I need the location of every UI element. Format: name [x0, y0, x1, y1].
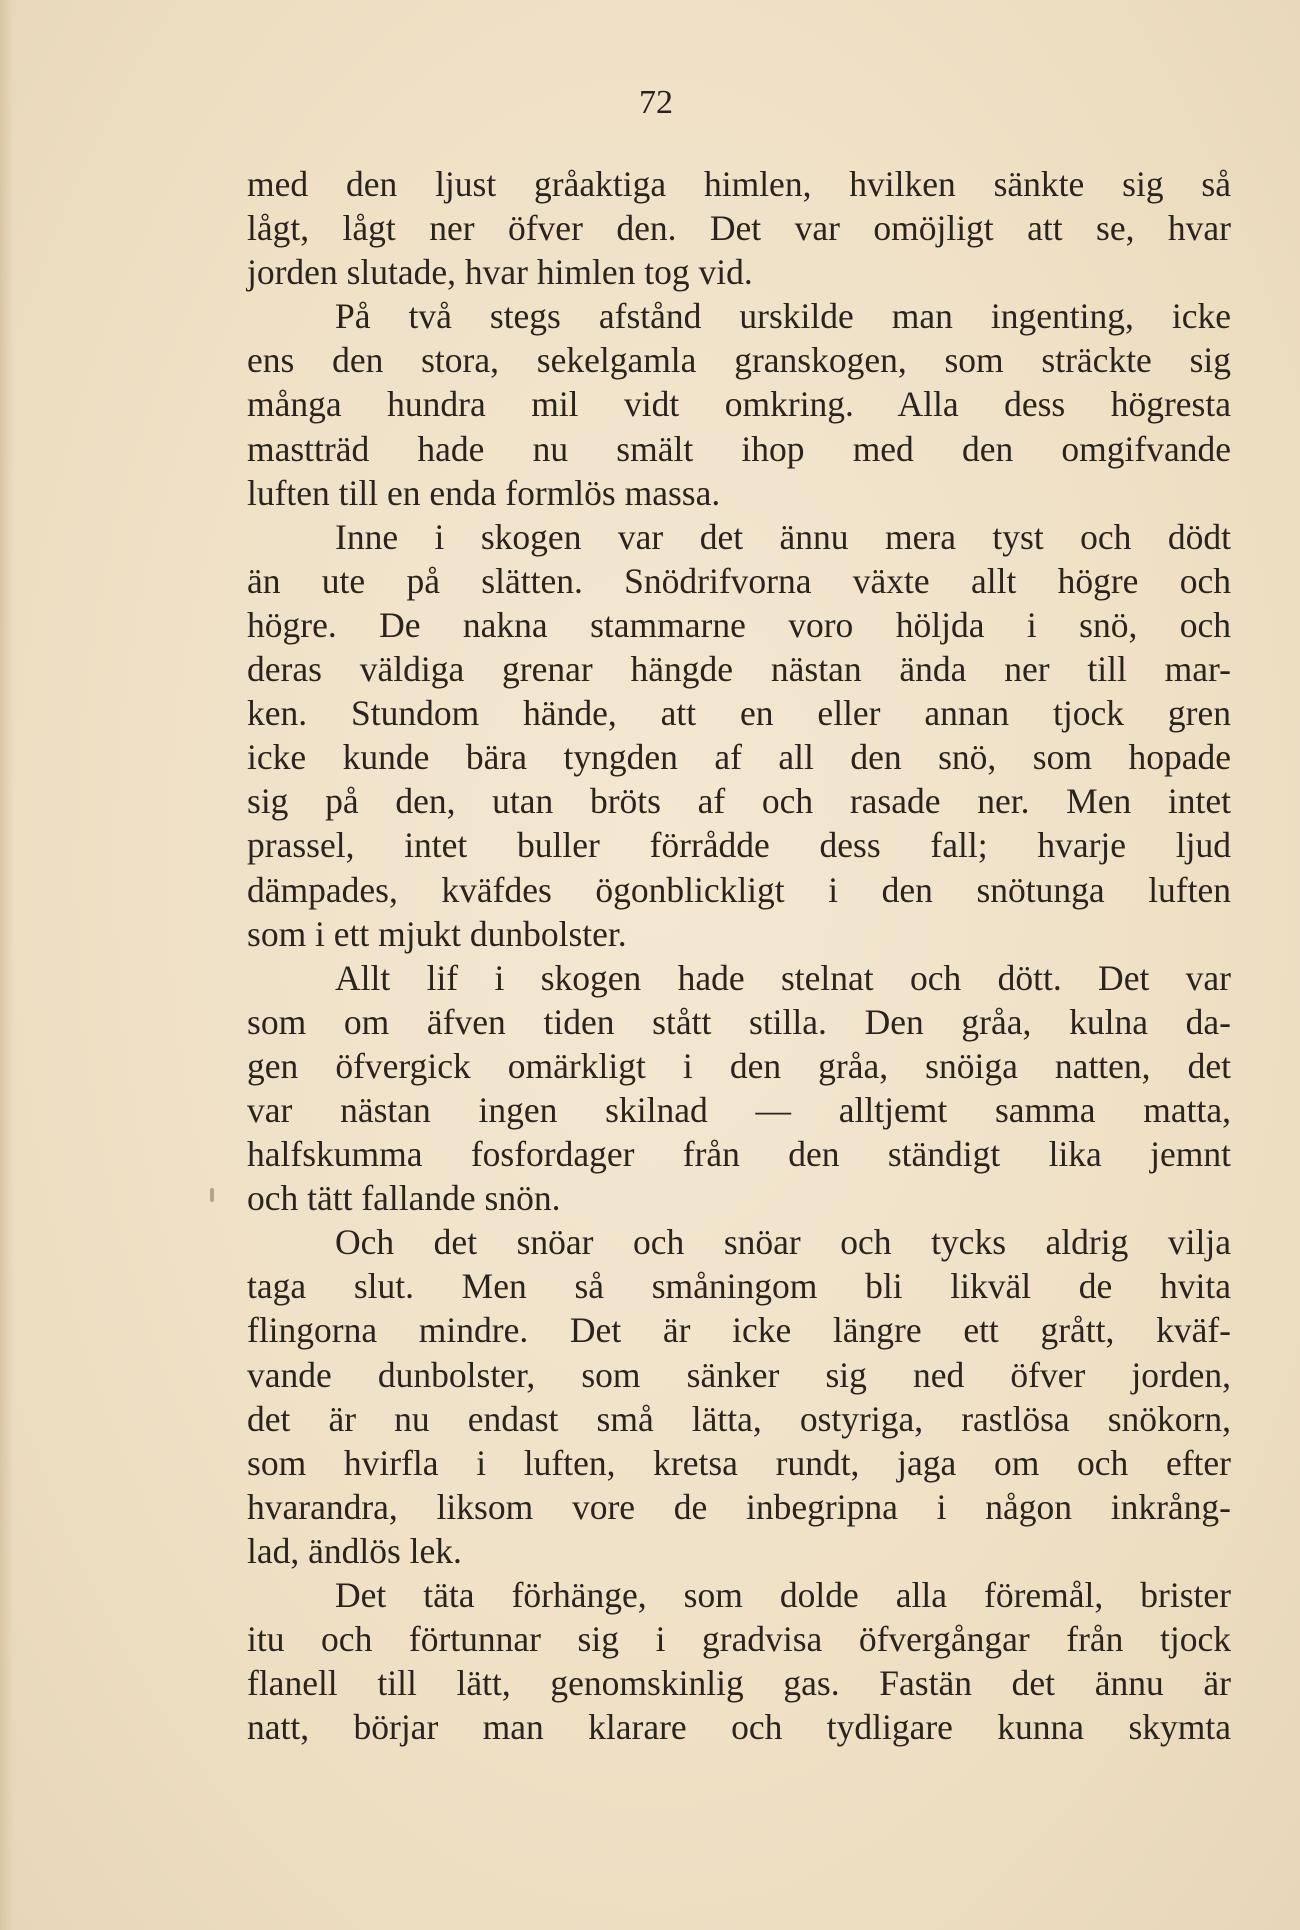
text-line: deras väldiga grenar hängde nästan ända ner till mar- [247, 649, 1231, 690]
text-line: med den ljust gråaktiga himlen, hvilken sänkte sig så [247, 164, 1231, 204]
text-line: lad, ändlös lek. [247, 1530, 462, 1571]
text-line: högre. De nakna stammarne voro höljda i snö, och [247, 604, 1231, 645]
text-line: natt, börjar man klarare och tydligare kunna skymta [247, 1707, 1231, 1748]
text-line: gen öfvergick omärkligt i den gråa, snöiga natten, det [247, 1045, 1231, 1086]
text-line: som hvirfla i luften, kretsa rundt, jaga om och efter [247, 1442, 1231, 1483]
text-line: var nästan ingen skilnad — alltjemt samma matta, [247, 1089, 1231, 1130]
text-line: taga slut. Men så småningom bli likväl de hvita [247, 1266, 1231, 1307]
text-line: hvarandra, liksom vore de inbegripna i någon inkrång- [247, 1486, 1231, 1527]
page-number: 72 [639, 84, 673, 121]
text-line: lågt, lågt ner öfver den. Det var omöjligt att se, hvar [247, 208, 1231, 249]
text-line: det är nu endast små lätta, ostyriga, rastlösa snökorn, [247, 1398, 1231, 1439]
paragraph-start-line: På två stegs afstånd urskilde man ingenting, icke [335, 296, 1231, 337]
text-line: sig på den, utan bröts af och rasade ner. Men intet [247, 781, 1231, 822]
text-line: itu och förtunnar sig i gradvisa öfvergångar från tjock [247, 1619, 1231, 1660]
text-line: dämpades, kväfdes ögonblickligt i den snötunga luften [247, 869, 1231, 910]
text-line: vande dunbolster, som sänker sig ned öfver jorden, [247, 1354, 1231, 1395]
paragraph-start-line: Inne i skogen var det ännu mera tyst och dödt [335, 516, 1231, 557]
paragraph-start-line: Det täta förhänge, som dolde alla föremål, brister [335, 1575, 1231, 1615]
text-line: än ute på slätten. Snödrifvorna växte allt högre och [247, 560, 1231, 601]
paragraph-start-line: Allt lif i skogen hade stelnat och dött. Det var [335, 957, 1231, 998]
text-line: ken. Stundom hände, att en eller annan tjock gren [247, 693, 1231, 734]
text-line: flanell till lätt, genomskinlig gas. Fastän det ännu är [247, 1663, 1231, 1704]
text-line: halfskumma fosfordager från den ständigt lika jemnt [247, 1134, 1231, 1175]
text-line: som om äfven tiden stått stilla. Den gråa, kulna da- [247, 1001, 1231, 1042]
text-line: som i ett mjukt dunbolster. [247, 913, 627, 954]
text-line: ens den stora, sekelgamla granskogen, som sträckte sig [247, 340, 1231, 381]
margin-mark [210, 1188, 214, 1202]
text-line: många hundra mil vidt omkring. Alla dess högresta [247, 384, 1231, 425]
text-line: mastträd hade nu smält ihop med den omgifvande [247, 428, 1231, 469]
text-line: icke kunde bära tyngden af all den snö, som hopade [247, 737, 1231, 778]
text-line: flingorna mindre. Det är icke längre ett grått, kväf- [247, 1310, 1231, 1351]
text-line: prassel, intet buller förrådde dess fall; hvarje ljud [247, 825, 1231, 866]
page-edge-shadow [0, 0, 14, 1930]
paragraph-start-line: Och det snöar och snöar och tycks aldrig vilja [335, 1222, 1231, 1263]
text-line: jorden slutade, hvar himlen tog vid. [247, 252, 753, 293]
body-text [247, 162, 1231, 1749]
text-line: luften till en enda formlös massa. [247, 472, 721, 513]
text-line: och tätt fallande snön. [247, 1178, 561, 1219]
